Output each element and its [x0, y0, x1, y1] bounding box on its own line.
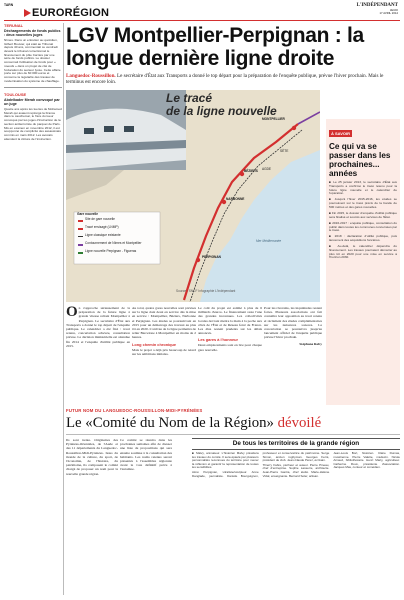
bottom-text: Ils sont trente. Originaires des Pyrénées-Orientales, de l'Aude et des 11 départements du Languedoc-Roussillon-Midi-Pyrénées. Issus du monde de la culture, du sport, de l'économie, de l'histoire, du patrimoine, ils composent le comité chargé de proposer un nom pour la nouvelle grande région. [66, 438, 118, 476]
city-label: BÉZIERS [244, 169, 258, 173]
city-label: SÈTE [280, 149, 289, 153]
brief-kicker: TOULOUSE [4, 92, 27, 98]
article-column [264, 306, 322, 404]
info-box-kicker: À SAVOIR [331, 131, 351, 136]
column-rule [63, 23, 64, 595]
legend-item: Tracé envisagé (LNMP) [85, 225, 119, 230]
train-window [84, 128, 94, 134]
article-subhead: Long chemin chronique [132, 341, 177, 347]
legend-item: Ligne nouvelle Perpignan - Figueras [85, 249, 137, 254]
bottom-column [66, 438, 118, 596]
brief-text: Nîmes. Dans un entretien au quotidien, Gilbert Bouvier, qui était au Tribunal depuis 40 ans, commentait ce vendredi devant le tribunal correctionnel le financement du pôle Carrère par une série de fonds publics. Le dossier concernait l'utilisation de fonds pour « noeuds » dans un projet de cité de l'éducation du secteur lycée. Cette affaire porte sur plus de 60 000 euros et concerne la régularité des travaux de modernisation du système de chauffage. [4, 37, 61, 83]
info-box-title: Ce qui va se passer dans les prochaines... années [329, 142, 391, 178]
brief-headline: Abdelkader Merah convoqué par un juge [4, 98, 60, 107]
article-text: n s'approche sérieusement de la préparation de la future ligne à grande vitesse reliant Montpellier à Perpignan. Le secrétaire d'État aux Transports a donné le top départ de l'enquête publique. Le calendrier a été fixé : tracé retenu, concertation achevée, consultation prévue. La décision ministérielle est attendue fin 2014 et l'enquête d'utilité publique en 2015. [66, 306, 130, 348]
article-column [198, 306, 262, 404]
members-box [192, 438, 400, 596]
sea-label: Mer Méditerranée [256, 239, 282, 243]
standfirst-text: Le secrétaire d'État aux Transports a donné le top départ pour la préparation de l'enquête publique, prévue l'hiver prochain. Mais le terminus est encore loin. [66, 73, 384, 86]
bottom-headline-text: Le «Comité du Nom de la Région» [66, 415, 278, 431]
bottom-headline [66, 415, 400, 431]
info-box [326, 119, 400, 405]
bottom-text: ■ Malvy, animateur. L'historien Malvy présidera les travaux du comité. Il sera épaulé par plusieurs personnalités reconnues du territoire pour mener la réflexion et garantir la représentation de toutes les sensibilités. [192, 451, 259, 470]
article-column [66, 306, 130, 404]
article-paragraph [66, 306, 130, 348]
brief [4, 92, 62, 141]
city-label: MONTPELLIER [262, 117, 285, 121]
article-text: Deux emplacements sont en lice pour chaque gare nouvelle. [198, 343, 262, 352]
drop-cap: O [66, 306, 78, 320]
members-columns [192, 452, 400, 478]
bottom-rule [66, 434, 400, 435]
brief-kicker: TERUNAL [4, 23, 24, 28]
info-box-paragraph: ■ Jusqu'à l'hiver 2015-2016, les études se poursuivent sur le tracé précis de la bande de 500 mètres et des gares nouvelles. [329, 197, 397, 209]
article-text: Mais le projet a déjà pris beaucoup de retard sur les ambitions initiales. [132, 347, 196, 356]
map-source: Source : SNCF Infographie L'Indépendant [176, 289, 236, 293]
section-title: EURORÉGION [32, 7, 110, 19]
article-text: Pour les riverains, les inquiétudes restent fortes. Plusieurs associations ont fait connaître leur opposition au tracé retenu et réclament des études complémentaires sur les nuisances sonores. La concertation se poursuivra jusqu'au lancement officiel de l'enquête publique prévue l'hiver prochain. [264, 306, 322, 340]
map-title-line: de la ligne nouvelle [166, 104, 277, 118]
bottom-column [120, 438, 172, 596]
legend-item: Contournement de Nîmes et Montpellier [85, 241, 142, 246]
route-map [66, 90, 320, 302]
map-legend [77, 213, 157, 254]
article-text: Le coût du projet est estimé à plus de 6 milliards d'euros. Le financement reste l'une des grandes inconnues. Les collectivités locales devront mettre la main à la poche aux côtés de l'État et de Réseau ferré de France. Les élus restent prudents sur les délais annoncés. [198, 306, 262, 336]
map-title [166, 92, 277, 118]
info-box-paragraph: ■ 2016-2017 : enquête publique, consultation du public dans toutes les communes concernées par le tracé. [329, 220, 397, 233]
bottom-text: Ce comité se réunira dans les prochaines semaines afin de dresser une liste de propositions qui sera ensuite soumise à la consultation des habitants. Les noms retenus seront présentés à l'assemblée régionale avant le vote définitif prévu à l'automne. [120, 438, 172, 472]
issue-date [379, 9, 398, 15]
info-box-paragraph: ■ 2018 : déclaration d'utilité publique, puis lancement des acquisitions foncières. [329, 234, 397, 243]
map-title-line: Le tracé [166, 91, 213, 105]
brief [4, 23, 62, 83]
bottom-headline-highlight: dévoilé [277, 415, 322, 431]
article-subhead: Les gares à l'honneur [198, 337, 239, 343]
city-dot [292, 126, 296, 130]
brief-headline: Déchargements de fonds publics : deux nouvelles juges [4, 29, 61, 38]
article-text: Au total, quatre gares nouvelles sont prévues sur la ligne dont deux en service dès la mise en service : Montpellier, Béziers, Narbonne et Perpignan. Les études se poursuivront en 2015 pour un démarrage des travaux au plus tôt en 2020. L'arrivée de la ligne permettra de relier Barcelone à Montpellier en moins de 2 heures. [132, 306, 196, 340]
section-arrow-icon [24, 9, 31, 17]
train-window [104, 126, 114, 132]
article-signature: Stéphane Roby [299, 341, 322, 346]
members-paragraph: Thierry Fabre, pêcheur et auteur. Pierre Pineau, chef d'entreprise. Sophie Lasserre, architecte. Jean-Pierre Garcia, chef étoilé. Marie-Hélène Vidal, enseignante. Bernard Soler, artisan. [262, 462, 330, 478]
article-column [132, 306, 196, 404]
info-box-paragraph: ■ Le 25 janvier 2013, le secrétaire d'État aux Transports a confirmé le tracé retenu pour la future ligne nouvelle et le calendrier de l'opération. [329, 180, 397, 196]
members-paragraph: Jean-Louis Bort, historien. Claire Dumas, musicienne. Pierre Valette, médecin. Nicole Arnaud, bibliothécaire. Henri Marty, agriculteur. Catherine Roux, présidente d'association. Jacques Mas, conteur et comédien. [333, 451, 400, 470]
city-label: NARBONNE [226, 197, 245, 201]
newspaper-brand: L'INDÉPENDANT [356, 3, 398, 8]
legend-item: Site de gare nouvelle [85, 217, 115, 222]
brief-divider [4, 87, 62, 88]
legend-item: Ligne classique existante [85, 233, 121, 238]
main-standfirst [66, 73, 400, 85]
map-graphic [66, 90, 320, 302]
header-rule [4, 20, 400, 21]
city-dot [196, 258, 200, 262]
members-paragraph: Aimé Perpignan, vitraliste/sculpteur. Anne Danglade, journaliste. Danièle Bourguignon, professeur et conservatrice du patrimoine. Serge Simon, ancien rugbyman. Georges Ferré, président de club. Jean-Claude Pérez, écrivain. [192, 451, 330, 478]
brief-text: Quatre ans après les tueries de Mohamed Merah qui avaient replongé la France dans le cauchemar, le frère du tueur convoqué par les juges d'instruction de la section antiterroriste du parquet de Paris. Mis en examen en novembre 2012, il est soupçonné de complicité des assassinats commis en mars 2012. Les avocats attendent la clôture de l'instruction. [4, 107, 62, 141]
info-box-paragraph: ■ Fin 2015, le dossier d'enquête d'utilité publique sera finalisé et soumis aux services de l'État. [329, 210, 397, 219]
briefs-column [4, 23, 62, 383]
city-label: PERPIGNAN [202, 255, 221, 259]
page-label: TARN [4, 3, 14, 7]
bottom-kicker: FUTUR NOM DU LANGUEDOC-ROUSSILLON-MIDI-PYRÉNÉES [66, 408, 203, 413]
date-full: 17 AVRIL 2014 [379, 11, 398, 16]
main-headline: LGV Montpellier-Perpignan : la longue dernière ligne droite [66, 24, 364, 70]
train-window [124, 126, 134, 132]
info-box-paragraph: ■ Au-delà, le calendrier dépendra du financement. Les travaux pourraient démarrer au plus tôt en 2020 pour une mise en service à l'horizon 2030. [329, 244, 397, 260]
members-title: De tous les territoires de la grande région [192, 438, 400, 450]
legend-title: Gare nouvelle [77, 212, 99, 216]
city-label: AGDE [262, 167, 272, 171]
standfirst-tag: Languedoc-Roussillon. [66, 73, 116, 79]
date-day: JEUDI [389, 8, 398, 12]
